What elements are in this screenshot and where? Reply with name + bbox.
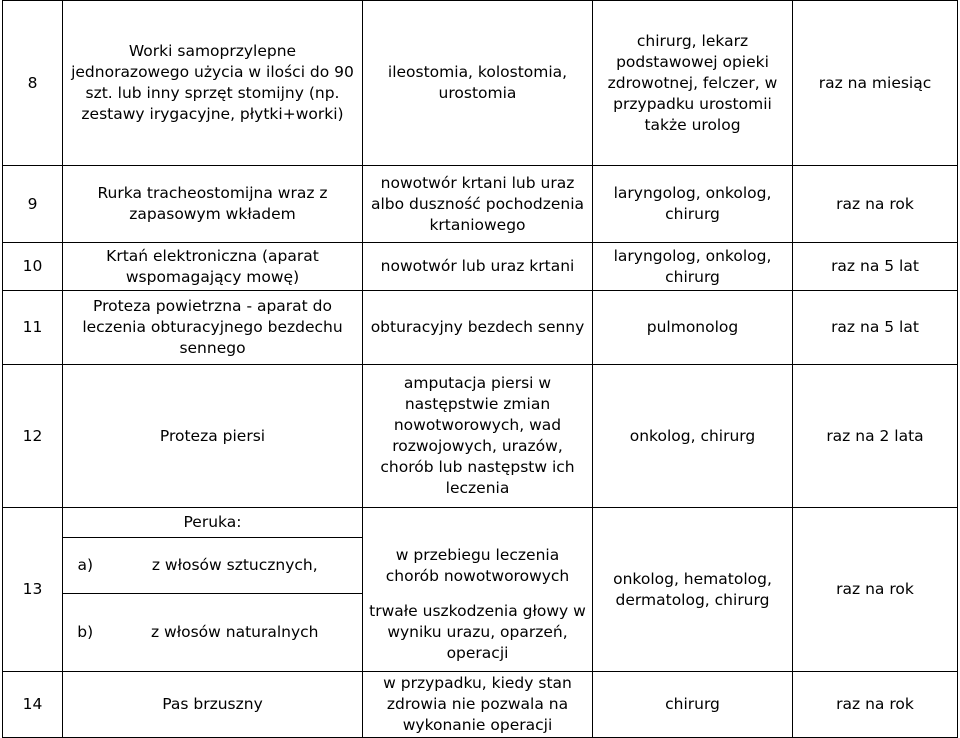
frequency-cell: raz na rok [793, 672, 958, 738]
frequency-cell: raz na miesiąc [793, 1, 958, 166]
frequency-cell: raz na rok [793, 508, 958, 672]
table-row [3, 243, 958, 291]
row-number: 12 [3, 365, 63, 508]
item-cell: Proteza powietrzna - aparat do leczenia obturacyjnego bezdechu sennego [63, 291, 363, 365]
specialist-cell: onkolog, chirurg [593, 365, 793, 508]
table-row [3, 365, 958, 508]
item-cell: Rurka tracheostomijna wraz z zapasowym wkładem [63, 166, 363, 243]
frequency-cell: raz na rok [793, 166, 958, 243]
row-number: 14 [3, 672, 63, 738]
indication-cell: ileostomia, kolostomia, urostomia [363, 1, 593, 166]
row-number: 11 [3, 291, 63, 365]
row-number: 10 [3, 243, 63, 291]
frequency-cell: raz na 5 lat [793, 291, 958, 365]
specialist-cell: chirurg, lekarz podstawowej opieki zdrowotnej, felczer, w przypadku urostomii także urolog [593, 1, 793, 166]
specialist-cell: laryngolog, onkolog, chirurg [593, 243, 793, 291]
row-number: 8 [3, 1, 63, 166]
item-cell: Proteza piersi [63, 365, 363, 508]
table-row [3, 166, 958, 243]
indication-cell [363, 508, 593, 538]
indication-cell: w przypadku, kiedy stan zdrowia nie pozwala na wykonanie operacji [363, 672, 593, 738]
item-cell: Krtań elektroniczna (aparat wspomagający mowę) [63, 243, 363, 291]
table-row [3, 508, 958, 538]
indication-cell: nowotwór krtani lub uraz albo duszność pochodzenia krtaniowego [363, 166, 593, 243]
specialist-cell: laryngolog, onkolog, chirurg [593, 166, 793, 243]
indication-cell: trwałe uszkodzenia głowy w wyniku urazu, oparzeń, operacji [363, 594, 593, 672]
table-row [3, 291, 958, 365]
indication-cell: amputacja piersi w następstwie zmian nowotworowych, wad rozwojowych, urazów, chorób lub następstw ich leczenia [363, 365, 593, 508]
row-number: 9 [3, 166, 63, 243]
row-number: 13 [3, 508, 63, 672]
item-heading: Peruka: [63, 508, 363, 538]
item-cell: Worki samoprzylepne jednorazowego użycia w ilości do 90 szt. lub inny sprzęt stomijny (np. zestawy irygacyjne, płytki+worki) [63, 1, 363, 166]
indication-cell: nowotwór lub uraz krtani [363, 243, 593, 291]
sub-item-letter: a) [63, 538, 108, 594]
item-cell: Pas brzuszny [63, 672, 363, 738]
indication-cell: obturacyjny bezdech senny [363, 291, 593, 365]
frequency-cell: raz na 2 lata [793, 365, 958, 508]
specialist-cell: pulmonolog [593, 291, 793, 365]
sub-item-letter: b) [63, 594, 108, 672]
specialist-cell: onkolog, hematolog, dermatolog, chirurg [593, 508, 793, 672]
equipment-table [2, 0, 958, 738]
table-row [3, 672, 958, 738]
indication-cell: w przebiegu leczenia chorób nowotworowych [363, 538, 593, 594]
sub-item-cell: z włosów sztucznych, [108, 538, 363, 594]
sub-item-cell: z włosów naturalnych [108, 594, 363, 672]
specialist-cell: chirurg [593, 672, 793, 738]
table-row [3, 1, 958, 166]
frequency-cell: raz na 5 lat [793, 243, 958, 291]
